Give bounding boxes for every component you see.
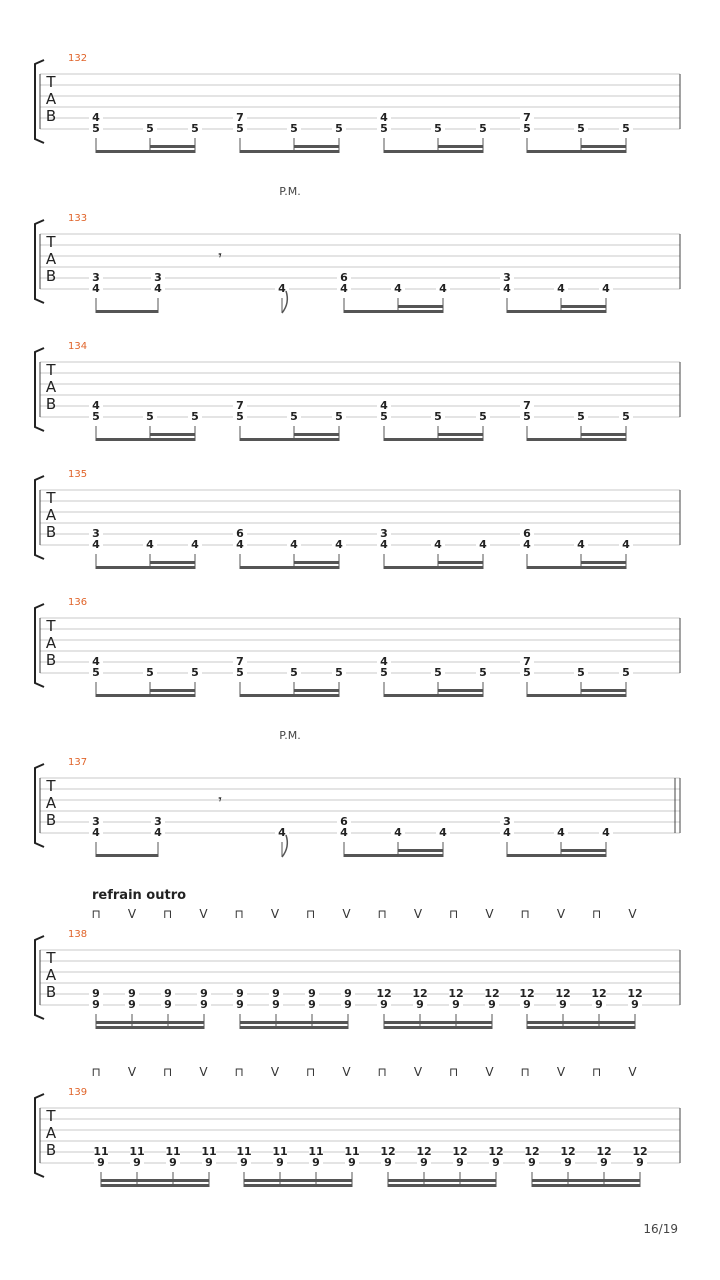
fret-number: 9 — [600, 1156, 608, 1169]
fret-number: 9 — [272, 987, 280, 1000]
tab-system-134 — [35, 348, 680, 441]
fret-number: 9 — [528, 1156, 536, 1169]
fret-number: 4 — [92, 282, 100, 295]
fret-number: 9 — [92, 998, 100, 1011]
beam — [561, 849, 606, 852]
beam — [344, 854, 443, 857]
fret-number: 9 — [308, 987, 316, 1000]
downstroke-mark: ⊓ — [591, 1065, 602, 1079]
downstroke-mark: ⊓ — [377, 1065, 387, 1079]
fret-number: 5 — [236, 410, 244, 423]
beam — [150, 561, 195, 564]
upstroke-mark: V — [270, 907, 280, 921]
fret-number: 9 — [92, 987, 100, 1000]
downstroke-mark: ⊓ — [305, 907, 316, 921]
tab-clef-letter: A — [45, 250, 57, 268]
beam — [96, 566, 195, 569]
beam — [384, 438, 483, 441]
tab-clef-letter: B — [45, 1141, 57, 1159]
tab-clef-letter: T — [46, 73, 56, 91]
tab-clef-letter: A — [45, 378, 57, 396]
fret-number: 4 — [290, 538, 298, 551]
fret-number: 5 — [92, 122, 100, 135]
beam — [438, 433, 483, 436]
beam — [150, 689, 195, 692]
measure-number: 133 — [68, 213, 88, 224]
beam — [398, 305, 443, 308]
fret-number: 9 — [344, 998, 352, 1011]
fret-number: 5 — [191, 122, 199, 135]
fret-number: 4 — [602, 282, 610, 295]
measure-number: 139 — [68, 1087, 88, 1098]
beam — [96, 150, 195, 153]
fret-number: 9 — [133, 1156, 141, 1169]
fret-number: 9 — [169, 1156, 177, 1169]
fret-number: 5 — [434, 666, 442, 679]
beam — [240, 566, 339, 569]
measure-number: 132 — [68, 53, 88, 64]
tab-system-132 — [35, 60, 680, 153]
fret-number: 9 — [240, 1156, 248, 1169]
fret-number: 4 — [439, 282, 447, 295]
upstroke-mark: V — [199, 1065, 208, 1079]
tab-clef-letter: T — [46, 617, 56, 635]
fret-number: 4 — [146, 538, 154, 551]
fret-number: 5 — [380, 410, 388, 423]
fret-number: 5 — [92, 666, 100, 679]
upstroke-mark: V — [199, 907, 208, 921]
fret-number: 4 — [191, 538, 199, 551]
beam — [581, 689, 626, 692]
fret-number: 11 — [201, 1145, 217, 1158]
upstroke-mark: V — [342, 1065, 351, 1079]
upstroke-mark: V — [556, 907, 566, 921]
beam — [294, 561, 339, 564]
fret-number: 5 — [523, 666, 531, 679]
beam — [240, 150, 339, 153]
fret-number: 12 — [560, 1145, 576, 1158]
beam — [294, 145, 339, 148]
beam — [96, 438, 195, 441]
upstroke-mark: V — [127, 1065, 137, 1079]
upstroke-mark: V — [342, 907, 351, 921]
beam — [96, 1021, 204, 1024]
fret-number: 12 — [448, 987, 464, 1000]
fret-number: 11 — [165, 1145, 181, 1158]
fret-number: 12 — [632, 1145, 648, 1158]
beam — [240, 694, 339, 697]
fret-number: 4 — [340, 826, 348, 839]
beam — [96, 854, 158, 857]
beam — [384, 1021, 492, 1024]
tab-clef-letter: A — [45, 634, 57, 652]
fret-number: 12 — [380, 1145, 396, 1158]
downstroke-mark: ⊓ — [234, 1065, 244, 1079]
downstroke-mark: ⊓ — [234, 907, 244, 921]
fret-number: 9 — [200, 987, 208, 1000]
fret-number: 4 — [577, 538, 585, 551]
tab-clef-letter: T — [46, 233, 56, 251]
fret-number: 7 — [236, 655, 244, 668]
fret-number: 4 — [439, 826, 447, 839]
downstroke-mark: ⊓ — [520, 1065, 530, 1079]
tab-clef-letter: T — [46, 489, 56, 507]
fret-number: 11 — [272, 1145, 288, 1158]
fret-number: 9 — [344, 987, 352, 1000]
downstroke-mark: ⊓ — [91, 907, 101, 921]
fret-number: 11 — [308, 1145, 324, 1158]
fret-number: 12 — [416, 1145, 432, 1158]
fret-number: 4 — [503, 826, 511, 839]
fret-number: 3 — [503, 815, 511, 828]
beam — [507, 854, 606, 857]
downstroke-mark: ⊓ — [162, 1065, 173, 1079]
fret-number: 12 — [555, 987, 571, 1000]
tab-system-137 — [35, 764, 680, 857]
tab-clef-letter: A — [45, 90, 57, 108]
fret-number: 4 — [479, 538, 487, 551]
fret-number: 9 — [236, 987, 244, 1000]
fret-number: 5 — [434, 122, 442, 135]
beam — [240, 438, 339, 441]
fret-number: 3 — [92, 815, 100, 828]
tab-clef-letter: B — [45, 651, 57, 669]
fret-number: 9 — [416, 998, 424, 1011]
fret-number: 9 — [128, 987, 136, 1000]
fret-number: 5 — [290, 666, 298, 679]
fret-number: 4 — [434, 538, 442, 551]
downstroke-mark: ⊓ — [448, 907, 459, 921]
fret-number: 6 — [236, 527, 244, 540]
fret-number: 4 — [335, 538, 343, 551]
beam — [581, 145, 626, 148]
fret-number: 3 — [154, 815, 162, 828]
tab-clef-letter: A — [45, 966, 57, 984]
fret-number: 5 — [236, 666, 244, 679]
fret-number: 9 — [348, 1156, 356, 1169]
fret-number: 9 — [272, 998, 280, 1011]
fret-number: 5 — [191, 666, 199, 679]
fret-number: 4 — [380, 111, 388, 124]
beam — [527, 438, 626, 441]
fret-number: 5 — [434, 410, 442, 423]
beam — [388, 1179, 496, 1182]
palm-mute-label: P.M. — [279, 185, 301, 198]
upstroke-mark: V — [628, 907, 637, 921]
fret-number: 9 — [97, 1156, 105, 1169]
downstroke-mark: ⊓ — [162, 907, 173, 921]
fret-number: 9 — [380, 998, 388, 1011]
fret-number: 4 — [602, 826, 610, 839]
measure-number: 137 — [68, 757, 88, 768]
fret-number: 4 — [394, 826, 402, 839]
beam — [244, 1179, 352, 1182]
fret-number: 5 — [622, 666, 630, 679]
tab-clef-letter: B — [45, 267, 57, 285]
fret-number: 5 — [577, 666, 585, 679]
fret-number: 3 — [503, 271, 511, 284]
fret-number: 11 — [344, 1145, 360, 1158]
fret-number: 5 — [146, 122, 154, 135]
fret-number: 3 — [154, 271, 162, 284]
fret-number: 9 — [488, 998, 496, 1011]
tab-clef-letter: B — [45, 395, 57, 413]
fret-number: 4 — [503, 282, 511, 295]
fret-number: 4 — [380, 655, 388, 668]
fret-number: 12 — [519, 987, 535, 1000]
fret-number: 5 — [577, 410, 585, 423]
fret-number: 12 — [412, 987, 428, 1000]
fret-number: 9 — [308, 998, 316, 1011]
tab-clef-letter: B — [45, 811, 57, 829]
beam — [384, 1026, 492, 1029]
beam — [294, 433, 339, 436]
fret-number: 5 — [335, 666, 343, 679]
fret-number: 12 — [591, 987, 607, 1000]
fret-number: 7 — [236, 399, 244, 412]
beam — [532, 1184, 640, 1187]
fret-number: 7 — [523, 399, 531, 412]
downstroke-mark: ⊓ — [91, 1065, 101, 1079]
fret-number: 9 — [523, 998, 531, 1011]
fret-number: 9 — [631, 998, 639, 1011]
beam — [344, 310, 443, 313]
tab-system-133 — [35, 220, 680, 313]
tab-system-136 — [35, 604, 680, 697]
tab-clef-letter: T — [46, 361, 56, 379]
tab-clef-letter: A — [45, 794, 57, 812]
beam — [532, 1179, 640, 1182]
upstroke-mark: V — [127, 907, 137, 921]
fret-number: 3 — [92, 271, 100, 284]
fret-number: 4 — [340, 282, 348, 295]
fret-number: 5 — [577, 122, 585, 135]
beam — [561, 305, 606, 308]
fret-number: 11 — [93, 1145, 109, 1158]
upstroke-mark: V — [485, 907, 494, 921]
fret-number: 9 — [636, 1156, 644, 1169]
palm-mute-label: P.M. — [279, 729, 301, 742]
fret-number: 9 — [456, 1156, 464, 1169]
tab-clef-letter: T — [46, 1107, 56, 1125]
fret-number: 12 — [488, 1145, 504, 1158]
fret-number: 5 — [622, 122, 630, 135]
fret-number: 4 — [92, 538, 100, 551]
fret-number: 5 — [236, 122, 244, 135]
fret-number: 5 — [479, 666, 487, 679]
upstroke-mark: V — [413, 907, 423, 921]
beam — [581, 561, 626, 564]
eighth-rest: 𝄾 — [218, 793, 222, 806]
beam — [527, 150, 626, 153]
fret-number: 4 — [557, 826, 565, 839]
beam — [527, 1026, 635, 1029]
fret-number: 4 — [523, 538, 531, 551]
fret-number: 12 — [627, 987, 643, 1000]
fret-number: 5 — [523, 410, 531, 423]
fret-number: 9 — [384, 1156, 392, 1169]
eighth-rest: 𝄾 — [218, 249, 222, 262]
fret-number: 9 — [200, 998, 208, 1011]
downstroke-mark: ⊓ — [448, 1065, 459, 1079]
fret-number: 12 — [376, 987, 392, 1000]
measure-number: 136 — [68, 597, 88, 608]
fret-number: 11 — [236, 1145, 252, 1158]
fret-number: 5 — [335, 410, 343, 423]
downstroke-mark: ⊓ — [305, 1065, 316, 1079]
fret-number: 9 — [564, 1156, 572, 1169]
fret-number: 4 — [154, 826, 162, 839]
fret-number: 4 — [92, 399, 100, 412]
fret-number: 11 — [129, 1145, 145, 1158]
fret-number: 12 — [452, 1145, 468, 1158]
fret-number: 3 — [380, 527, 388, 540]
beam — [438, 561, 483, 564]
downstroke-mark: ⊓ — [591, 907, 602, 921]
beam — [384, 566, 483, 569]
measure-number: 138 — [68, 929, 88, 940]
fret-number: 4 — [92, 826, 100, 839]
fret-number: 9 — [164, 987, 172, 1000]
downstroke-mark: ⊓ — [520, 907, 530, 921]
beam — [150, 433, 195, 436]
fret-number: 9 — [205, 1156, 213, 1169]
fret-number: 5 — [290, 410, 298, 423]
fret-number: 5 — [335, 122, 343, 135]
fret-number: 9 — [452, 998, 460, 1011]
tab-clef-letter: T — [46, 949, 56, 967]
beam — [240, 1021, 348, 1024]
fret-number: 4 — [154, 282, 162, 295]
fret-number: 9 — [595, 998, 603, 1011]
beam — [384, 694, 483, 697]
tab-system-135 — [35, 476, 680, 569]
fret-number: 5 — [380, 666, 388, 679]
fret-number: 5 — [92, 410, 100, 423]
beam — [240, 1026, 348, 1029]
fret-number: 5 — [380, 122, 388, 135]
beam — [438, 689, 483, 692]
tab-clef-letter: A — [45, 506, 57, 524]
beam — [388, 1184, 496, 1187]
fret-number: 5 — [523, 122, 531, 135]
beam — [150, 145, 195, 148]
upstroke-mark: V — [556, 1065, 566, 1079]
page-number: 16/19 — [643, 1222, 678, 1236]
beam — [96, 694, 195, 697]
fret-number: 4 — [622, 538, 630, 551]
fret-number: 12 — [596, 1145, 612, 1158]
fret-number: 3 — [92, 527, 100, 540]
fret-number: 9 — [559, 998, 567, 1011]
fret-number: 7 — [523, 111, 531, 124]
fret-number: 7 — [236, 111, 244, 124]
beam — [96, 1026, 204, 1029]
tab-clef-letter: T — [46, 777, 56, 795]
upstroke-mark: V — [270, 1065, 280, 1079]
fret-number: 4 — [557, 282, 565, 295]
beam — [294, 689, 339, 692]
beam — [527, 694, 626, 697]
fret-number: 4 — [380, 538, 388, 551]
downstroke-mark: ⊓ — [377, 907, 387, 921]
fret-number: 9 — [236, 998, 244, 1011]
fret-number: 4 — [278, 282, 286, 295]
tab-clef-letter: B — [45, 523, 57, 541]
beam — [101, 1179, 209, 1182]
fret-number: 5 — [479, 122, 487, 135]
fret-number: 6 — [340, 815, 348, 828]
beam — [398, 849, 443, 852]
tab-system-139 — [35, 1094, 680, 1187]
fret-number: 4 — [380, 399, 388, 412]
fret-number: 6 — [523, 527, 531, 540]
upstroke-mark: V — [413, 1065, 423, 1079]
fret-number: 6 — [340, 271, 348, 284]
tab-system-138 — [35, 936, 680, 1029]
fret-number: 4 — [278, 826, 286, 839]
beam — [527, 566, 626, 569]
fret-number: 9 — [276, 1156, 284, 1169]
tab-clef-letter: B — [45, 107, 57, 125]
fret-number: 4 — [92, 655, 100, 668]
beam — [581, 433, 626, 436]
fret-number: 5 — [479, 410, 487, 423]
tab-clef-letter: A — [45, 1124, 57, 1142]
fret-number: 7 — [523, 655, 531, 668]
section-label: refrain outro — [92, 888, 187, 903]
fret-number: 5 — [146, 410, 154, 423]
fret-number: 4 — [92, 111, 100, 124]
fret-number: 4 — [236, 538, 244, 551]
fret-number: 5 — [191, 410, 199, 423]
beam — [507, 310, 606, 313]
fret-number: 9 — [312, 1156, 320, 1169]
upstroke-mark: V — [485, 1065, 494, 1079]
tab-clef-letter: B — [45, 983, 57, 1001]
fret-number: 4 — [394, 282, 402, 295]
beam — [96, 310, 158, 313]
upstroke-mark: V — [628, 1065, 637, 1079]
beam — [384, 150, 483, 153]
fret-number: 9 — [164, 998, 172, 1011]
fret-number: 12 — [524, 1145, 540, 1158]
beam — [244, 1184, 352, 1187]
fret-number: 9 — [420, 1156, 428, 1169]
fret-number: 9 — [128, 998, 136, 1011]
fret-number: 12 — [484, 987, 500, 1000]
fret-number: 9 — [492, 1156, 500, 1169]
measure-number: 135 — [68, 469, 88, 480]
fret-number: 5 — [622, 410, 630, 423]
fret-number: 5 — [146, 666, 154, 679]
beam — [101, 1184, 209, 1187]
fret-number: 5 — [290, 122, 298, 135]
measure-number: 134 — [68, 341, 88, 352]
beam — [527, 1021, 635, 1024]
beam — [438, 145, 483, 148]
